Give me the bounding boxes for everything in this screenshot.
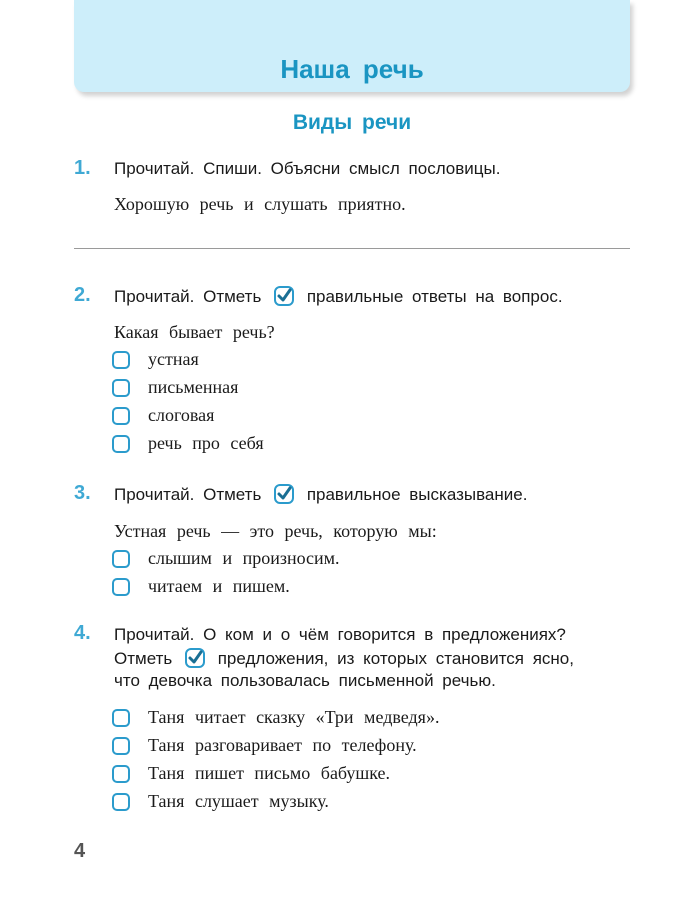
checkmark-icon <box>274 286 294 306</box>
checkbox-pishet-pismo[interactable] <box>112 765 130 783</box>
checkbox-ustnaya[interactable] <box>112 351 130 369</box>
task-2-instruction-end: правильные ответы на вопрос. <box>306 287 563 306</box>
task-2-option: устная <box>148 349 199 369</box>
checkbox-chitaem[interactable] <box>112 578 130 596</box>
task-2-option: письменная <box>148 377 239 397</box>
checkbox-pismennaya[interactable] <box>112 379 130 397</box>
task-4-instruction-line-1: Прочитай. О ком и о чём говорится в предложениях? <box>114 625 566 644</box>
task-4-instruction-line-2 <box>114 648 574 670</box>
task-3-statement: Устная речь — это речь, которую мы: <box>114 521 437 541</box>
task-2-question: Какая бывает речь? <box>114 322 275 342</box>
task-1-number: 1. <box>74 157 91 179</box>
task-2-option: слоговая <box>148 405 215 425</box>
task-3-instruction-start: Прочитай. Отметь <box>114 485 262 504</box>
task-4-instruction-end: предложения, из которых становится ясно, <box>217 649 574 668</box>
task-4-option: Таня читает сказку «Три медведя». <box>148 707 440 727</box>
checkbox-chitaet-skazku[interactable] <box>112 709 130 727</box>
task-3-option: читаем и пишем. <box>148 576 290 596</box>
task-4-instruction-line-3: что девочка пользовалась письменной речью. <box>114 671 496 690</box>
task-1-proverb: Хорошую речь и слушать приятно. <box>114 194 406 214</box>
task-3-option: слышим и произносим. <box>148 548 340 568</box>
page-number: 4 <box>74 840 86 862</box>
checkbox-slushaet-muzyku[interactable] <box>112 793 130 811</box>
page-title: Наша речь <box>280 54 424 84</box>
task-4-number: 4. <box>74 622 91 644</box>
task-3-instruction <box>114 484 527 506</box>
checkbox-slogovaya[interactable] <box>112 407 130 425</box>
checkbox-slyshim[interactable] <box>112 550 130 568</box>
task-4-instruction-start: Отметь <box>114 649 173 668</box>
task-4-option: Таня разговаривает по телефону. <box>148 735 417 755</box>
task-4-option: Таня слушает музыку. <box>148 791 329 811</box>
task-3-instruction-end: правильное высказывание. <box>306 485 528 504</box>
checkmark-icon <box>185 648 205 668</box>
task-2-option: речь про себя <box>148 433 264 453</box>
checkmark-icon <box>274 484 294 504</box>
checkbox-razgovarivaet[interactable] <box>112 737 130 755</box>
section-subtitle: Виды речи <box>292 111 412 134</box>
task-2-instruction <box>114 286 563 308</box>
task-2-number: 2. <box>74 284 91 306</box>
writing-line <box>74 248 630 249</box>
task-2-instruction-start: Прочитай. Отметь <box>114 287 262 306</box>
task-3-number: 3. <box>74 482 91 504</box>
task-1-instruction: Прочитай. Спиши. Объясни смысл пословицы. <box>114 159 501 178</box>
task-4-option: Таня пишет письмо бабушке. <box>148 763 391 783</box>
checkbox-rech-pro-sebya[interactable] <box>112 435 130 453</box>
